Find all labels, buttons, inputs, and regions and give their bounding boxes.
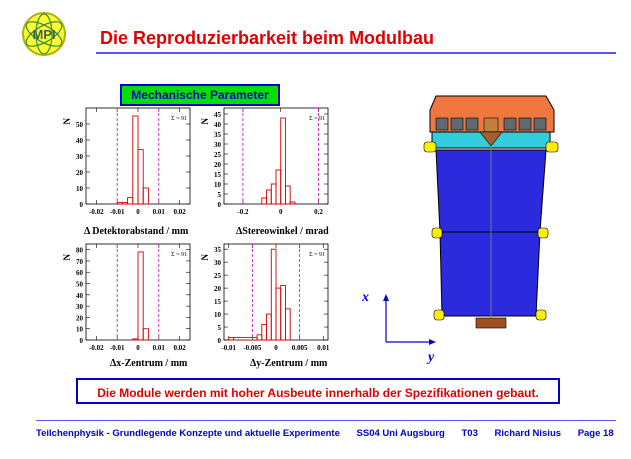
y-tick-label: 50 [76,280,83,289]
mounting-tab [546,142,558,152]
y-tick-label: 10 [76,185,83,193]
footer-course: Teilchenphysik - Grundlegende Konzepte und aktuelle Experimente [36,428,340,439]
logo-text: MPI [32,27,56,42]
y-tick-label: 80 [76,246,83,255]
y-axis-label: N [62,254,72,261]
chip [436,118,448,130]
mounting-tab [424,142,436,152]
x-tick-label: -0.01 [109,208,125,216]
y-tick-label: 60 [76,269,83,278]
histogram-stereowinkel [200,104,334,222]
x-tick-label: 0.2 [314,208,323,216]
x-tick-label: 0 [136,208,140,216]
connector [484,118,498,132]
y-axis-label: N [62,118,72,125]
xlabel-y-zentrum: Δy-Zentrum / mm [250,358,328,369]
coordinate-axes [370,290,450,360]
x-tick-label: -0.01 [221,344,237,352]
y-tick-label: 20 [76,314,83,323]
y-tick-label: 70 [76,257,83,266]
x-tick-label: -0.2 [237,208,249,216]
bottom-connector [476,318,506,328]
conclusion-box: Die Module werden mit hoher Ausbeute innerhalb der Spezifikationen gebaut. [76,378,560,404]
y-tick-label: 0 [217,337,221,345]
x-tick-label: 0 [278,208,283,216]
histogram-y-zentrum [200,240,334,358]
y-tick-label: 30 [76,303,83,312]
xlabel-stereowinkel: ΔStereowinkel / mrad [236,226,329,237]
y-tick-label: 15 [214,298,221,307]
y-tick-label: 30 [76,153,83,161]
x-tick-label: -0.005 [243,344,262,352]
footer-rule [36,420,616,421]
title-underline [96,52,616,54]
y-tick-label: 25 [214,272,221,281]
mounting-tab [432,228,442,238]
y-tick-label: 30 [214,141,221,149]
y-tick-label: 50 [76,121,83,129]
y-tick-label: 5 [217,191,221,199]
footer-page: Page 18 [577,428,614,439]
sigma-label: Σ = 91 [171,116,187,122]
histogram-detektorabstand [60,104,220,222]
y-tick-label: 40 [214,121,221,129]
chip [466,118,478,130]
sigma-label: Σ = 91 [171,252,187,258]
x-tick-label: 0.01 [317,344,330,352]
chip [519,118,531,130]
x-tick-label: -0.01 [109,344,125,352]
mounting-tab [538,228,548,238]
y-tick-label: 10 [214,311,221,320]
y-tick-label: 10 [214,181,221,189]
sigma-label: Σ = 91 [309,116,325,122]
y-axis-label: N [200,118,210,125]
mpi-logo [20,10,68,58]
footer-term: SS04 Uni Augsburg [356,428,445,439]
sigma-label: Σ = 91 [309,252,325,258]
xlabel-detektorabstand: Δ Detektorabstand / mm [84,226,189,237]
y-tick-label: 20 [214,161,221,169]
footer [36,428,614,439]
x-tick-label: 0.01 [152,208,165,216]
x-tick-label: -0.02 [89,208,104,216]
y-tick-label: 35 [214,131,221,139]
y-tick-label: 0 [79,201,83,209]
chip [504,118,516,130]
y-tick-label: 10 [76,325,83,334]
x-tick-label: 0 [274,344,278,352]
x-tick-label: -0.02 [89,344,104,352]
section-label: Mechanische Parameter [120,84,280,106]
xlabel-x-zentrum: Δx-Zentrum / mm [110,358,188,369]
y-tick-label: 35 [214,246,221,255]
sensor-lower [440,232,540,316]
x-tick-label: 0.02 [173,208,186,216]
y-tick-label: 0 [217,201,221,209]
y-axis-label: N [200,254,210,261]
y-tick-label: 30 [214,259,221,268]
axis-y-label: y [428,350,435,365]
chip [534,118,546,130]
mounting-tab [536,310,546,320]
x-tick-label: 0.02 [173,344,186,352]
y-tick-label: 40 [76,137,83,145]
x-tick-label: 0.005 [291,344,308,352]
chip [451,118,463,130]
x-tick-label: 0.01 [152,344,165,352]
y-tick-label: 25 [214,151,221,159]
footer-author: Richard Nisius [494,428,562,439]
page-title: Die Reproduzierbarkeit beim Modulbau [100,28,435,48]
axis-x-label: x [362,290,369,305]
footer-code: T03 [461,428,478,439]
y-tick-label: 40 [76,291,83,300]
x-tick-label: 0 [136,344,140,352]
y-tick-label: 15 [214,171,221,179]
y-tick-label: 45 [214,111,221,119]
y-tick-label: 5 [217,324,221,333]
y-tick-label: 0 [79,337,83,345]
histogram-x-zentrum [60,240,220,358]
y-tick-label: 20 [76,169,83,177]
y-tick-label: 20 [214,285,221,294]
